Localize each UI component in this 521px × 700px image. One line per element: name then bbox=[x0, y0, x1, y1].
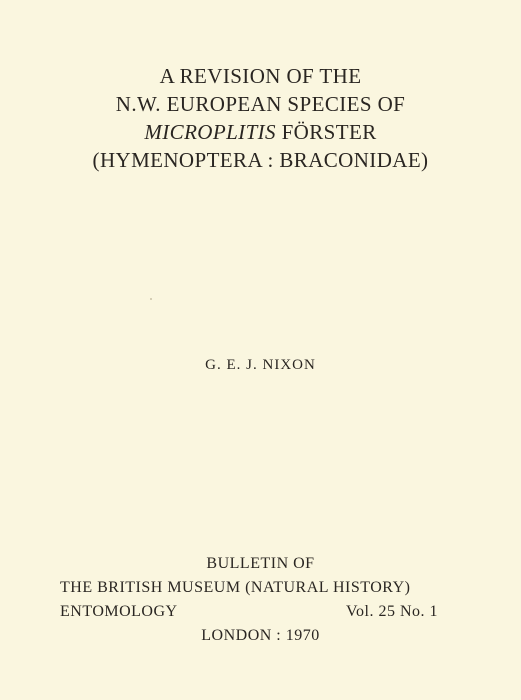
series-volume-line bbox=[0, 600, 521, 624]
paper-speck bbox=[150, 298, 152, 300]
title-line-3 bbox=[0, 118, 521, 146]
title-line-1: A REVISION OF THE bbox=[159, 64, 362, 88]
series-name: ENTOMOLOGY bbox=[60, 603, 178, 620]
bulletin-line: BULLETIN OF bbox=[206, 555, 315, 572]
publication-info bbox=[0, 552, 521, 648]
title-line-2: N.W. EUROPEAN SPECIES OF bbox=[115, 92, 406, 116]
author-name: G. E. J. NIXON bbox=[205, 357, 316, 373]
genus-name: MICROPLITIS bbox=[144, 120, 276, 144]
museum-line: THE BRITISH MUSEUM (NATURAL HISTORY) bbox=[60, 579, 411, 596]
genus-author: FÖRSTER bbox=[275, 120, 377, 144]
title-line-4: (HYMENOPTERA : BRACONIDAE) bbox=[92, 148, 429, 172]
volume-number: Vol. 25 No. 1 bbox=[346, 603, 438, 620]
document-title bbox=[0, 62, 521, 174]
place-date-line: LONDON : 1970 bbox=[201, 627, 320, 644]
